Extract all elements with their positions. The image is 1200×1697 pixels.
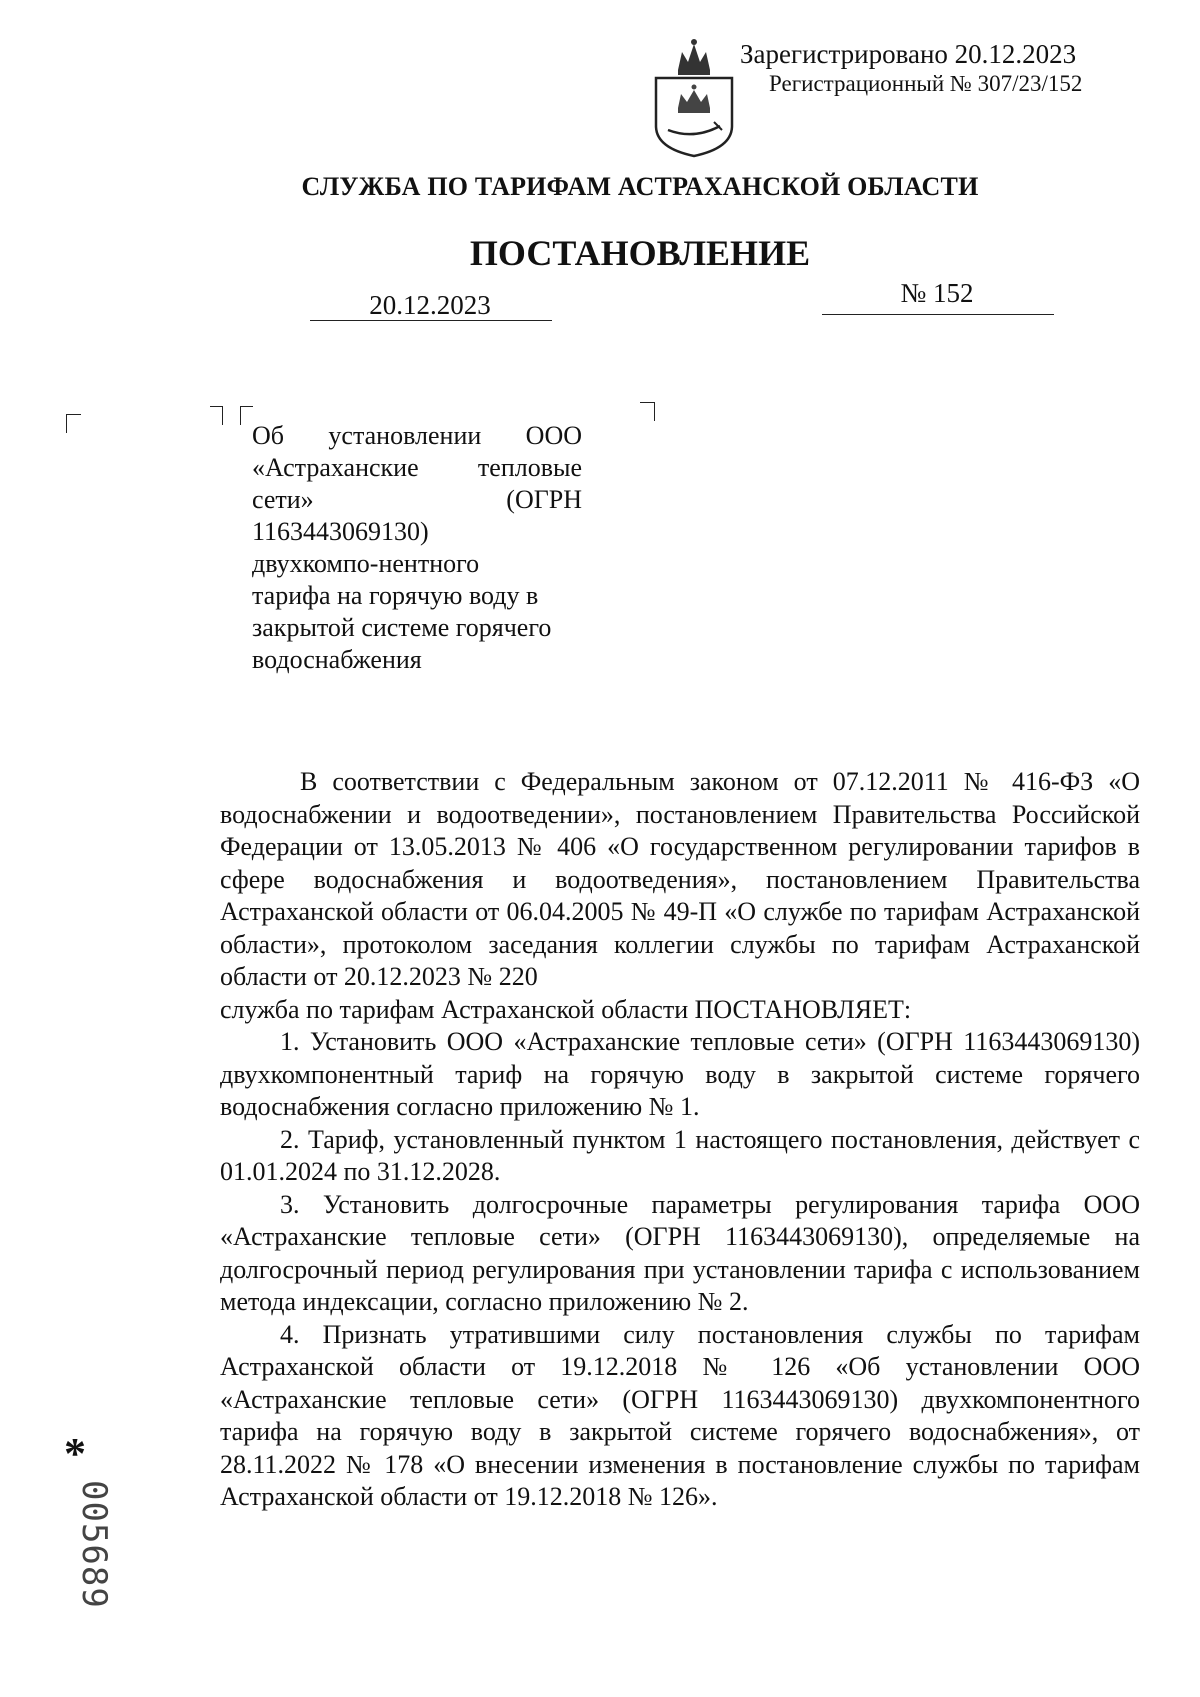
resolves-line: служба по тарифам Астраханской области ПОСТАНОВЛЯЕТ:	[220, 994, 912, 1024]
item-paragraph: 4. Признать утратившими силу постановления службы по тарифам Астраханской области от 19.12.2018 № 126 «Об установлении ООО «Астраханские тепловые сети» (ОГРН 1163443069130) двухкомпонентного тарифа на горячую воду в закрытой системе горячего водоснабжения», от 28.11.2022 № 178 «О внесении изменения в постановление службы по тарифам Астраханской области от 19.12.2018 № 126».	[220, 1319, 1140, 1511]
margin-serial-text: 005689	[74, 1480, 114, 1609]
document-date: 20.12.2023	[369, 290, 491, 320]
registration-date: Зарегистрировано 20.12.2023	[740, 39, 1077, 69]
corner-mark	[210, 406, 223, 425]
document-body	[220, 766, 1140, 1514]
registration-stamp	[740, 38, 1140, 98]
document-number: № 152	[900, 278, 974, 308]
document-subject	[252, 420, 582, 676]
coat-of-arms-icon	[648, 30, 740, 160]
document-type: ПОСТАНОВЛЕНИЕ	[469, 233, 811, 273]
subject-line: Об установлении ООО	[252, 421, 582, 450]
subject-line: «Астраханские тепловые	[252, 453, 582, 482]
margin-serial-number	[34, 1480, 134, 1630]
subject-line: двухкомпо-нентного	[252, 549, 480, 578]
number-underline	[822, 314, 1054, 315]
agency-title: СЛУЖБА ПО ТАРИФАМ АСТРАХАНСКОЙ ОБЛАСТИ	[301, 172, 979, 201]
subject-line: водоснабжения	[252, 645, 422, 674]
subject-line: сети» (ОГРН	[252, 485, 582, 514]
subject-line: тарифа на горячую воду в	[252, 581, 539, 610]
item-paragraph: 3. Установить долгосрочные параметры регулирования тарифа ООО «Астраханские тепловые сети» (ОГРН 1163443069130), определяемые на долгосрочный период регулирования при установлении тарифа с использованием метода индексации, согласно приложению № 2.	[220, 1189, 1140, 1316]
subject-line: 1163443069130)	[252, 517, 429, 546]
subject-line: закрытой системе горячего	[252, 613, 552, 642]
item-paragraph: 1. Установить ООО «Астраханские тепловые сети» (ОГРН 1163443069130) двухкомпонентный тариф на горячую воду в закрытой системе горячего водоснабжения согласно приложению № 1.	[220, 1027, 1140, 1121]
preamble-paragraph: В соответствии с Федеральным законом от 07.12.2011 № 416-ФЗ «О водоснабжении и водоотведении», постановлением Правительства Российской Федерации от 13.05.2013 № 406 «О государственном регулировании тарифов в сфере водоснабжения и водоотведения», постановлением Правительства Астраханской области от 06.04.2005 № 49-П «О службе по тарифам Астраханской области», протоколом заседания коллегии службы по тарифам Астраханской области от 20.12.2023 № 220	[220, 767, 1140, 991]
registration-number: Регистрационный № 307/23/152	[769, 71, 1083, 96]
corner-mark	[640, 402, 655, 421]
corner-mark	[66, 414, 81, 433]
item-paragraph: 2. Тариф, установленный пунктом 1 настоящего постановления, действует с 01.01.2024 по 31.12.2028.	[220, 1124, 1140, 1186]
date-underline	[310, 320, 552, 321]
margin-asterisk: *	[64, 1429, 86, 1478]
